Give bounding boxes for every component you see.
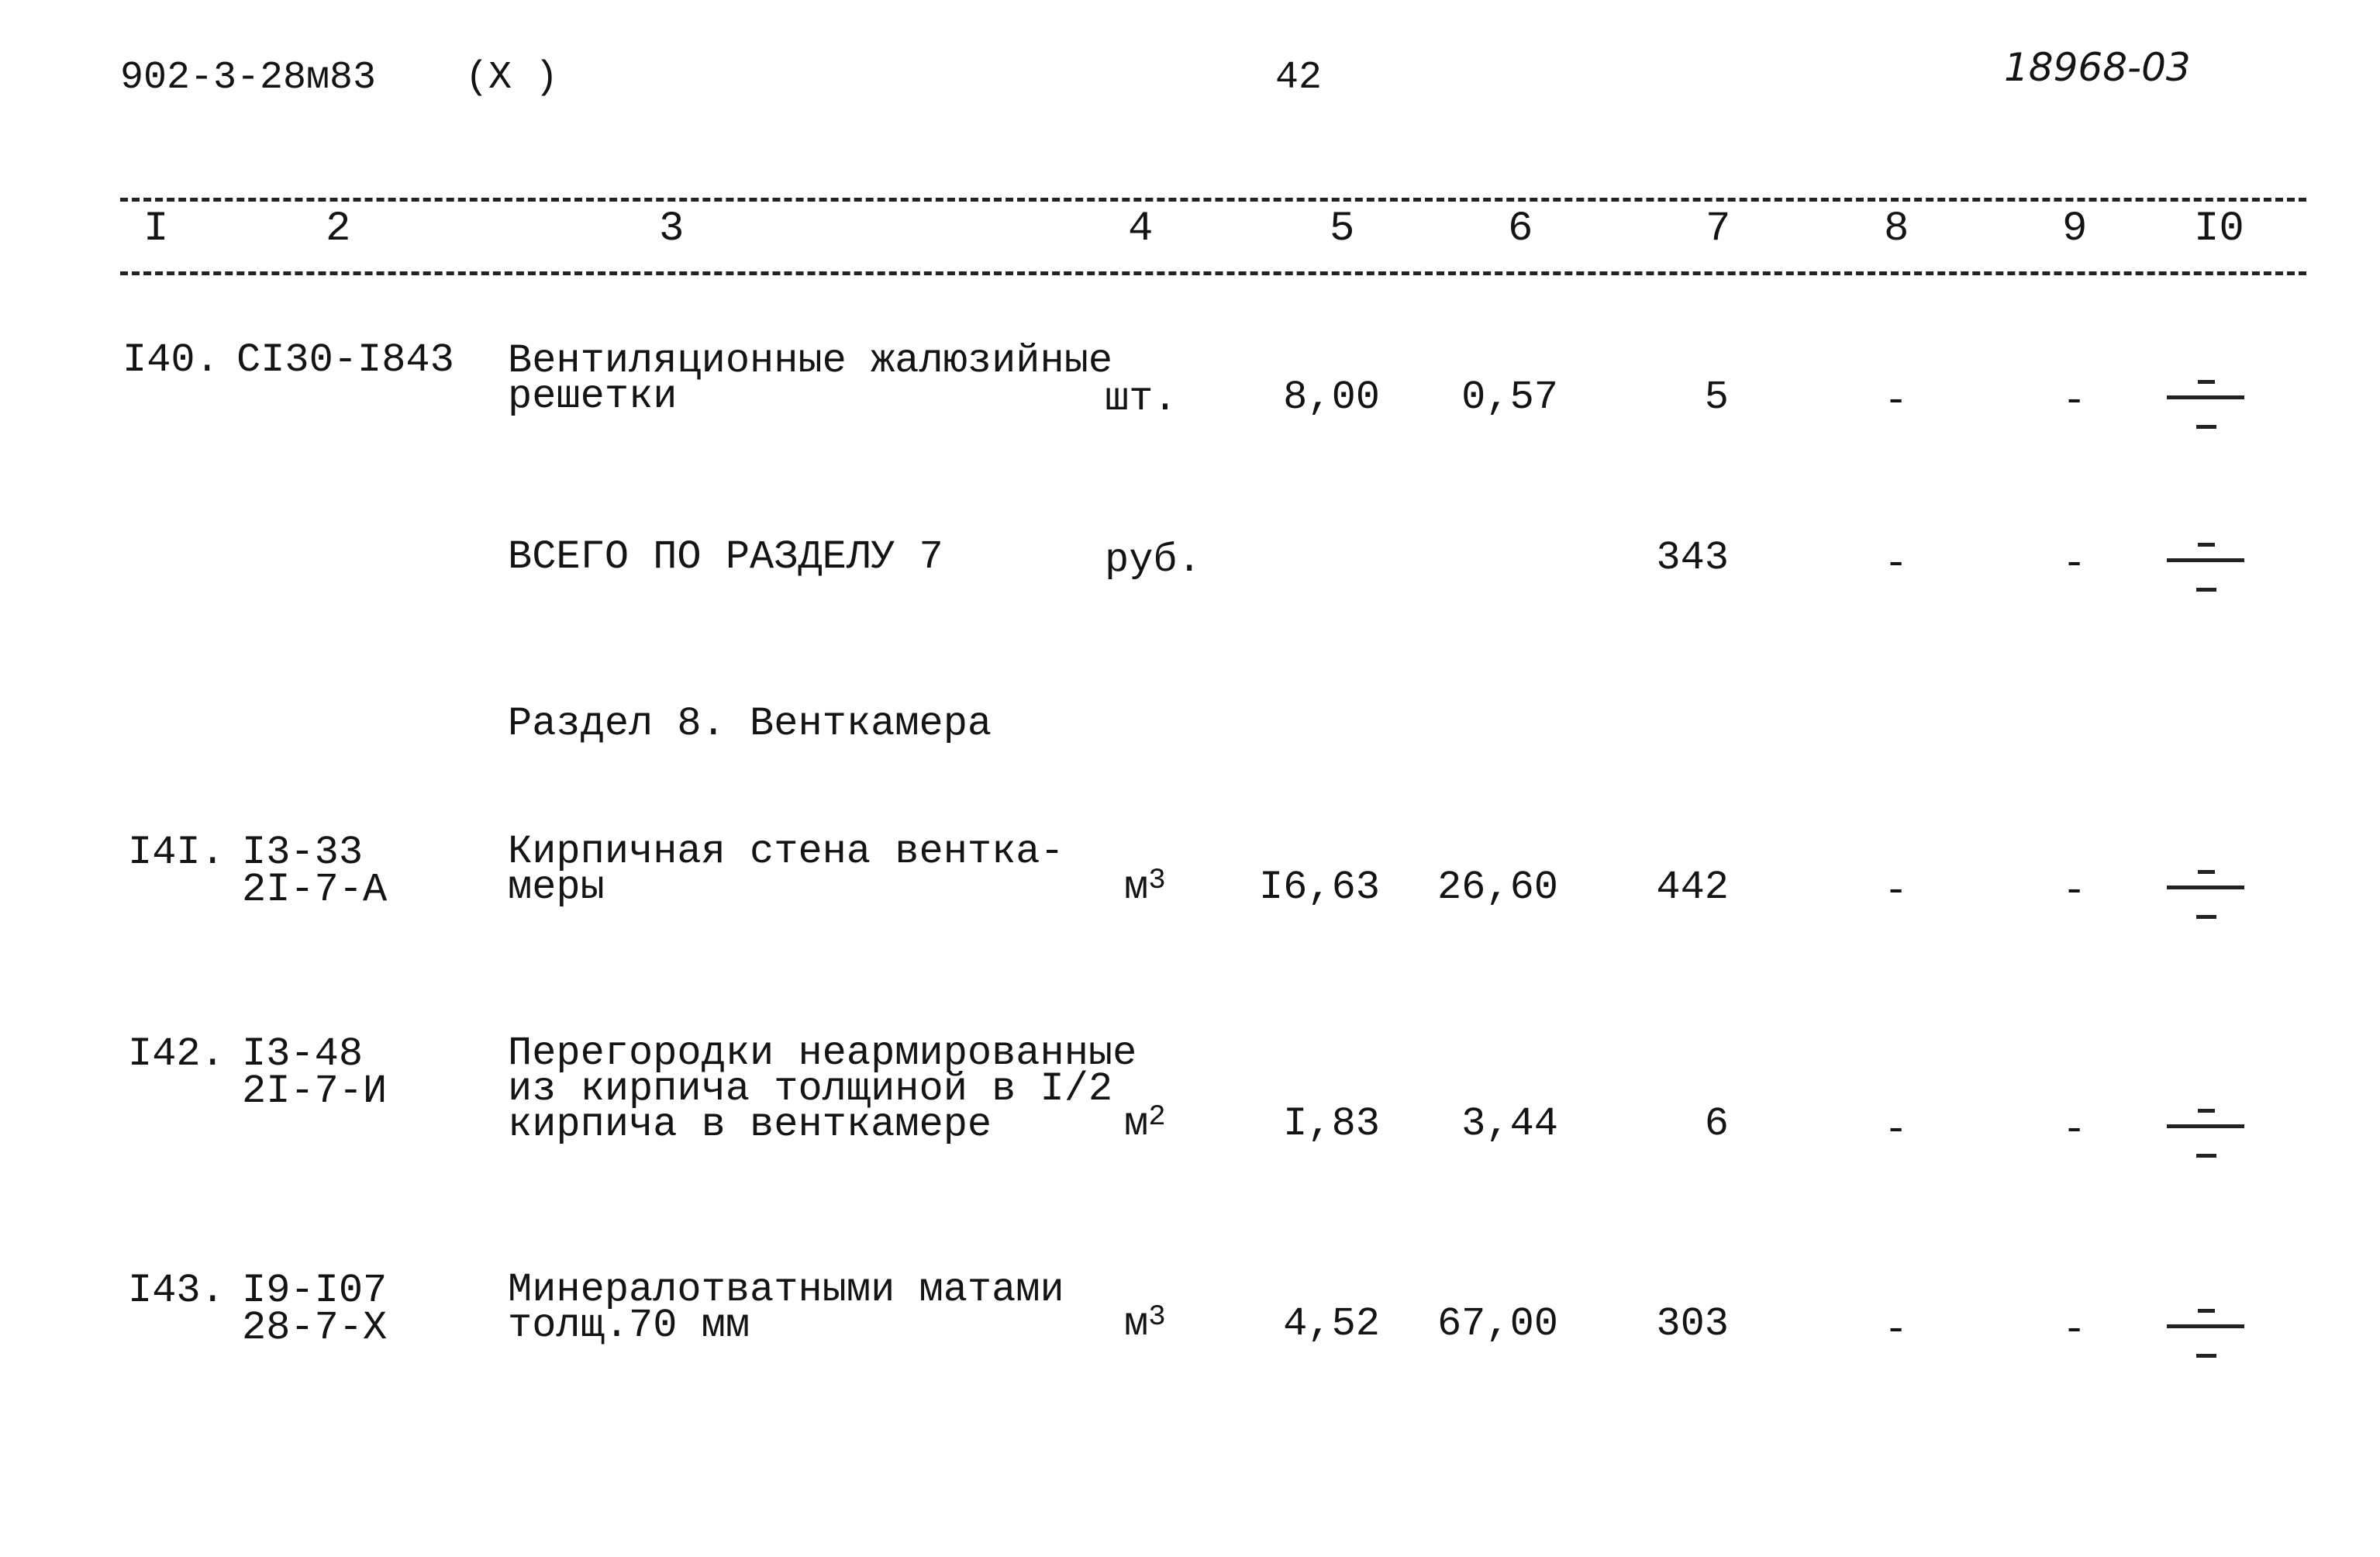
row-description-line: Кирпичная стена вентка- (508, 829, 1064, 875)
row-quantity: 8,00 (1283, 375, 1380, 420)
row-col9-dash: - (2062, 378, 2087, 424)
row-total: 5 (1704, 375, 1729, 420)
row-col9-dash: - (2062, 868, 2087, 914)
row-col10-fraction-mark (2167, 543, 2244, 605)
document-code: 902-3-28м83 (120, 56, 377, 100)
column-number-8: 8 (1884, 205, 1909, 253)
header-top-rule (120, 198, 2306, 202)
row-description-line: меры (508, 865, 605, 910)
row-quantity: I,83 (1283, 1101, 1380, 1147)
row-description-line: кирпича в венткамере (508, 1102, 992, 1148)
section-title: Раздел 8. Венткамера (508, 701, 992, 747)
row-number: I40. (122, 337, 219, 383)
row-unit-price: 26,60 (1437, 865, 1558, 910)
header-bottom-rule (120, 271, 2306, 275)
row-code-secondary: 28-7-Х (242, 1305, 388, 1351)
row-description-line: Вентиляционные жалюзийные (508, 338, 1113, 384)
row-col8-dash: - (1884, 541, 1909, 587)
row-col8-dash: - (1884, 378, 1909, 424)
row-col10-fraction-mark (2167, 380, 2244, 442)
row-total: 442 (1656, 865, 1729, 910)
row-code: I3-33 (242, 830, 364, 875)
document-code-parenthetical: (X ) (465, 56, 559, 100)
column-number-3: 3 (659, 205, 685, 253)
row-code: CI30-I843 (236, 337, 454, 383)
column-number-7: 7 (1706, 205, 1731, 253)
row-unit: шт. (1105, 376, 1178, 422)
row-unit: $м^3$ (1124, 1300, 1166, 1347)
row-description-line: решетки (508, 374, 678, 419)
row-col8-dash: - (1884, 868, 1909, 914)
row-col10-fraction-mark (2167, 1109, 2244, 1171)
row-code-secondary: 2I-7-А (242, 867, 388, 913)
row-col10-fraction-mark (2167, 870, 2244, 932)
row-total: 6 (1704, 1101, 1729, 1147)
row-col9-dash: - (2062, 1307, 2087, 1353)
row-unit-price: 3,44 (1461, 1101, 1558, 1147)
column-number-5: 5 (1330, 205, 1355, 253)
row-description-line: Минералотватными матами (508, 1267, 1064, 1313)
page-number: 42 (1275, 56, 1323, 100)
row-unit: $м^3$ (1124, 864, 1166, 910)
row-col10-fraction-mark (2167, 1309, 2244, 1371)
row-code-secondary: 2I-7-И (242, 1068, 388, 1114)
row-total: 303 (1656, 1301, 1729, 1347)
row-quantity: 4,52 (1283, 1301, 1380, 1347)
row-number: I43. (128, 1268, 225, 1314)
row-description-line: толщ.70 мм (508, 1303, 750, 1348)
row-quantity: I6,63 (1258, 865, 1380, 910)
archive-number: 18968-03 (2004, 45, 2191, 90)
column-number-9: 9 (2062, 205, 2088, 253)
row-code: I3-48 (242, 1031, 364, 1077)
column-number-2: 2 (326, 205, 351, 253)
row-col8-dash: - (1884, 1307, 1909, 1353)
column-number-4: 4 (1128, 205, 1154, 253)
column-number-1: I (143, 205, 169, 253)
row-col8-dash: - (1884, 1107, 1909, 1153)
row-number: I42. (128, 1031, 225, 1077)
section-total-label: ВСЕГО ПО РАЗДЕЛУ 7 (508, 534, 943, 580)
row-col9-dash: - (2062, 541, 2087, 587)
row-unit-price: 67,00 (1437, 1301, 1558, 1347)
row-description-line: из кирпича толщиной в I/2 (508, 1066, 1113, 1112)
row-code: I9-I07 (242, 1268, 388, 1314)
row-number: I4I. (128, 830, 225, 875)
row-unit-price: 0,57 (1461, 375, 1558, 420)
row-col9-dash: - (2062, 1107, 2087, 1153)
row-total: 343 (1656, 535, 1729, 581)
row-description-line: Перегородки неармированные (508, 1031, 1137, 1076)
row-unit: $м^2$ (1124, 1100, 1166, 1147)
row-unit: руб. (1105, 537, 1202, 583)
column-number-6: 6 (1508, 205, 1533, 253)
column-number-10: I0 (2194, 205, 2244, 253)
